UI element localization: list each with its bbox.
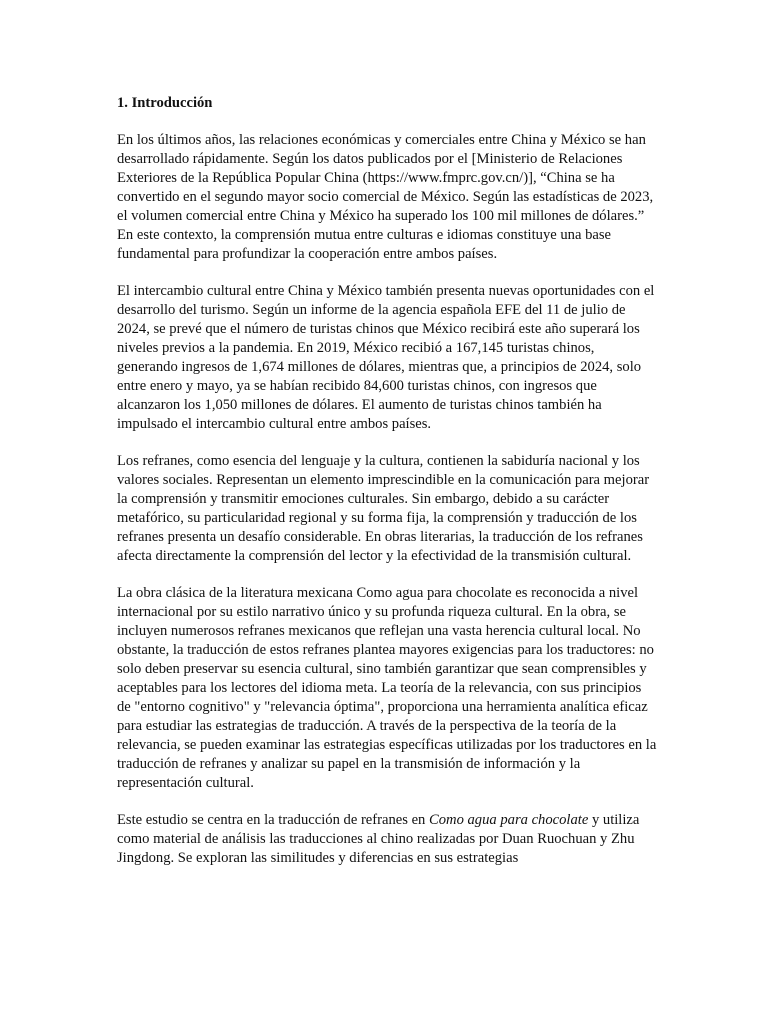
paragraph-5 (117, 811, 657, 868)
paragraph-3: Los refranes, como esencia del lenguaje y la cultura, contienen la sabiduría nacional y los valores sociales. Representan un elemento imprescindible en la comunicación para mejorar la comprensión y transmitir emociones culturales. Sin embargo, debido a su carácter metafórico, su particularidad regional y su forma fija, la comprensión y traducción de los refranes presenta un desafío considerable. En obras literarias, la traducción de los refranes afecta directamente la comprensión del lector y la efectividad de la transmisión cultural. (117, 453, 650, 564)
paragraph-4: La obra clásica de la literatura mexicana Como agua para chocolate es reconocida a nivel internacional por su estilo narrativo único y su profunda riqueza cultural. En la obra, se incluyen numerosos refranes mexicanos que reflejan una vasta herencia cultural local. No obstante, la traducción de estos refranes plantea mayores exigencias para los traductores: no solo deben preservar su esencia cultural, sino también garantizar que sean comprensibles y aceptables para los lectores del idioma meta. La teoría de la relevancia, con sus principios de "entorno cognitivo" y "relevancia óptima", proporciona una herramienta analítica eficaz para estudiar las estrategias de traducción. A través de la perspectiva de la teoría de la relevancia, se pueden examinar las estrategias específicas utilizadas por los traductores en la traducción de refranes y analizar su papel en la transmisión de información y la representación cultural. (117, 585, 657, 791)
paragraph-5-text-after: y utiliza como material de análisis las traducciones al chino realizadas por Duan Ruochuan y Zhu Jingdong. Se exploran las similitudes y diferencias en sus estrategias (117, 812, 640, 866)
paragraph-1: En los últimos años, las relaciones económicas y comerciales entre China y México se han desarrollado rápidamente. Según los datos publicados por el [Ministerio de Relaciones Exteriores de la República Popular China (https://www.fmprc.gov.cn/)], “China se ha convertido en el segundo mayor socio comercial de México. Según las estadísticas de 2023, el volumen comercial entre China y México ha superado los 100 mil millones de dólares.” En este contexto, la comprensión mutua entre culturas e idiomas constituye una base fundamental para profundizar la cooperación entre ambos países. (117, 132, 654, 262)
paragraph-2: El intercambio cultural entre China y México también presenta nuevas oportunidades con el desarrollo del turismo. Según un informe de la agencia española EFE del 11 de julio de 2024, se prevé que el número de turistas chinos que México recibirá este año superará los niveles previos a la pandemia. En 2019, México recibió a 167,145 turistas chinos, generando ingresos de 1,674 millones de dólares, mientras que, a principios de 2024, solo entre enero y mayo, ya se habían recibido 84,600 turistas chinos, con ingresos que alcanzaron los 1,050 millones de dólares. El aumento de turistas chinos también ha impulsado el intercambio cultural entre ambos países. (117, 283, 655, 432)
book-title-italic: Como agua para chocolate (429, 812, 589, 828)
section-heading: 1. Introducción (117, 95, 213, 111)
document-page (117, 94, 657, 886)
paragraph-5-text-before: Este estudio se centra en la traducción de refranes en (117, 812, 429, 828)
